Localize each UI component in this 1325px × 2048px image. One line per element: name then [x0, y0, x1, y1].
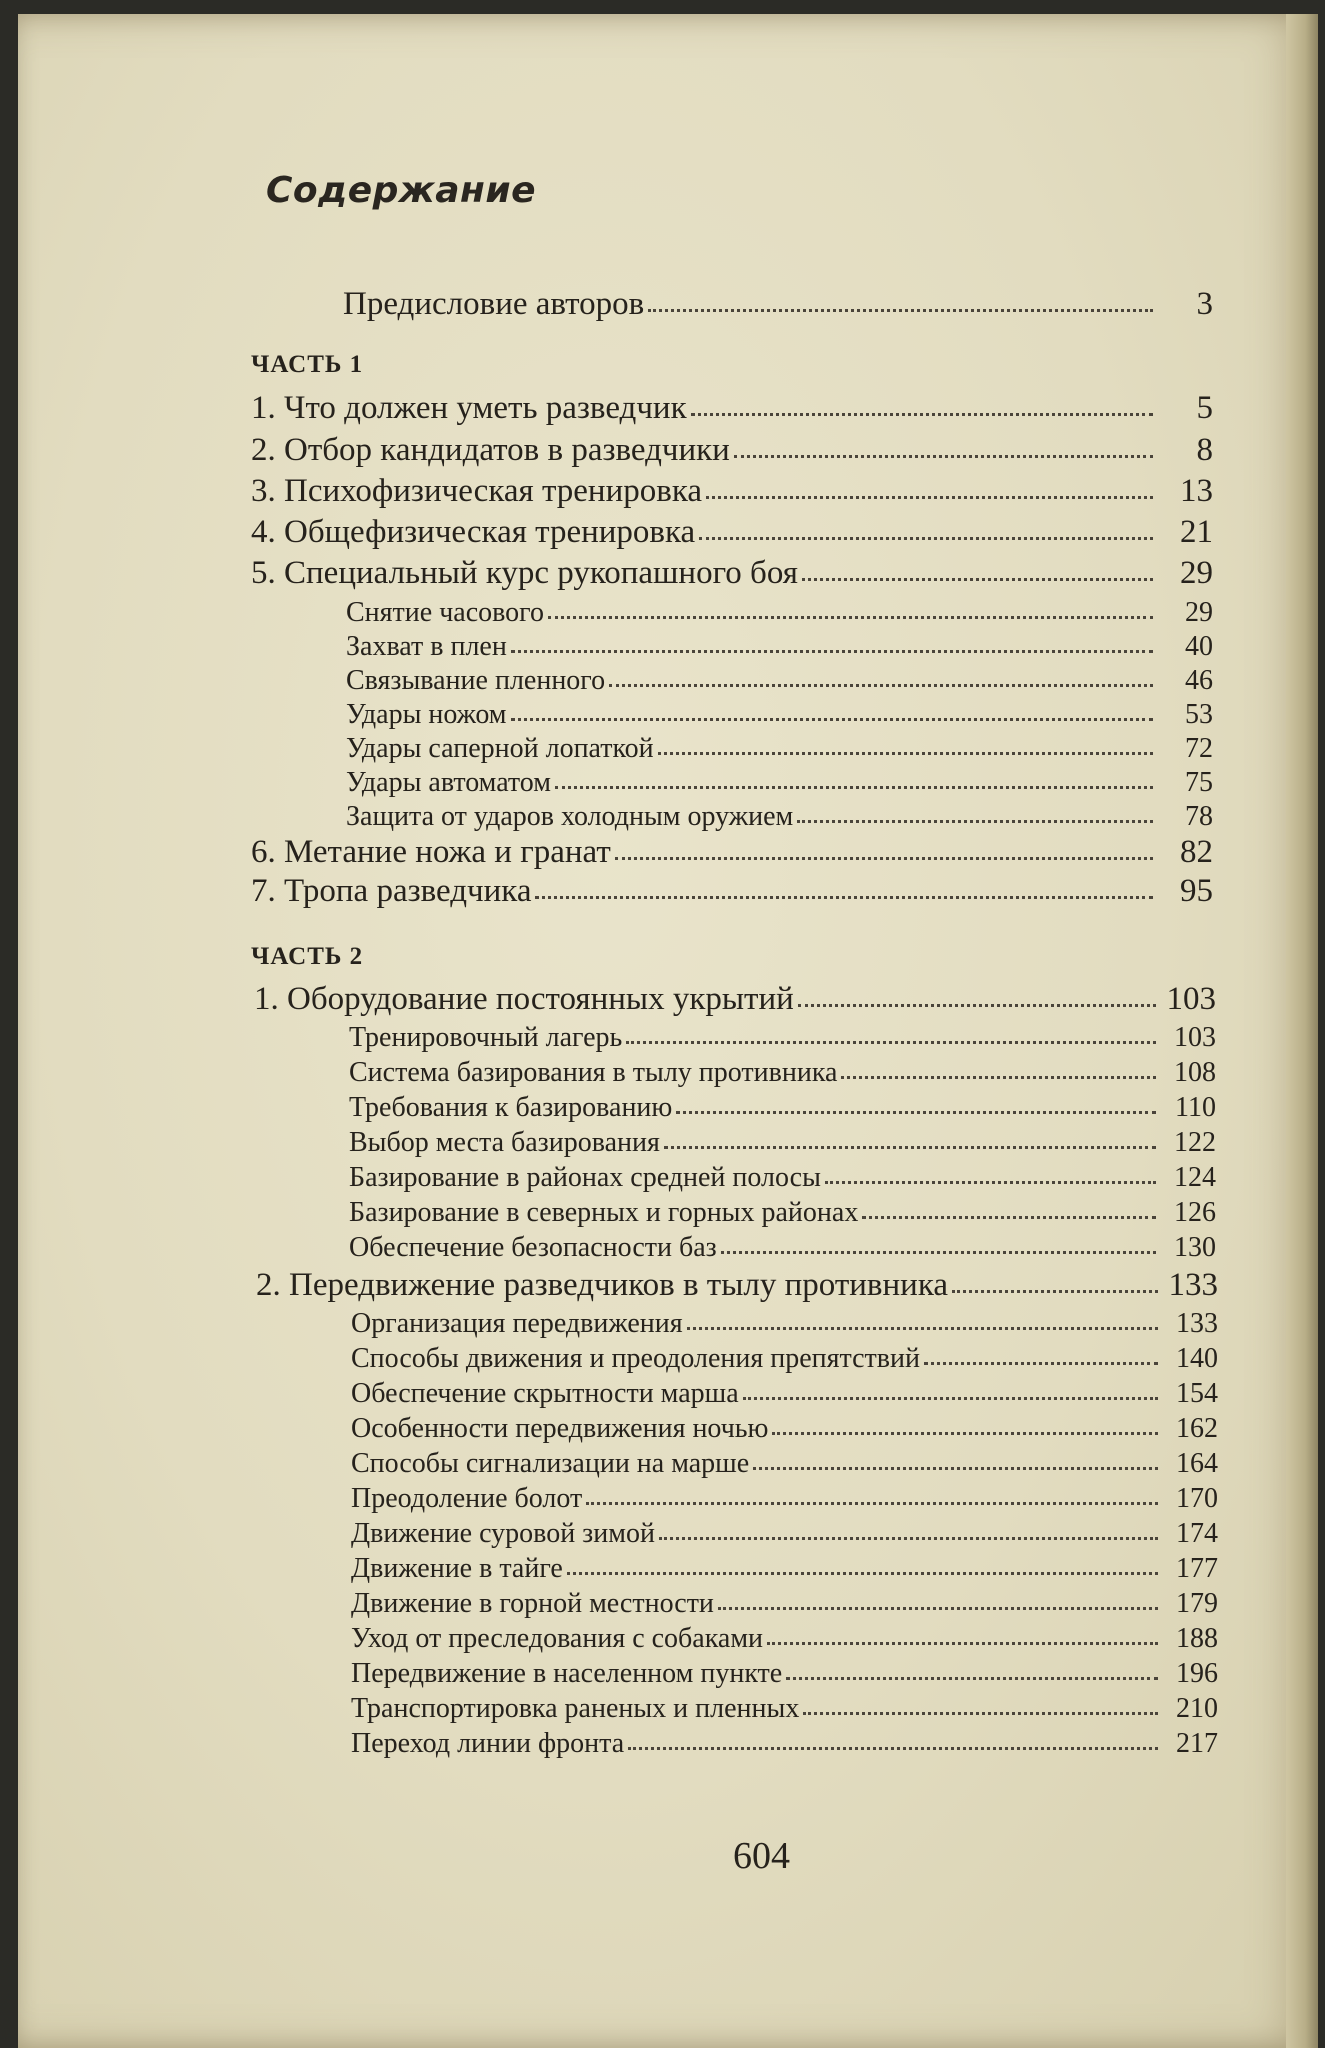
toc-subentry	[346, 701, 1213, 729]
toc-subentry	[349, 1199, 1216, 1227]
toc-subentry	[349, 1164, 1216, 1192]
toc-entry-label: Преодоление болот	[351, 1483, 583, 1514]
leader-dots	[753, 1467, 1158, 1470]
toc-entry-label: Предисловие авторов	[343, 286, 645, 322]
toc-entry-page: 78	[1185, 801, 1213, 832]
toc-entry-page: 126	[1174, 1197, 1216, 1228]
toc-entry-page: 124	[1174, 1162, 1216, 1193]
toc-entry-label: 2. Отбор кандидатов в разведчики	[251, 432, 730, 468]
toc-entry-page: 72	[1185, 733, 1213, 764]
leader-dots	[511, 650, 1153, 653]
toc-entry-label: Выбор места базирования	[349, 1127, 660, 1158]
toc-subentry	[346, 633, 1213, 661]
toc-subentry	[349, 1024, 1216, 1052]
toc-entry-page: 29	[1180, 555, 1213, 591]
toc-subentry	[346, 769, 1213, 797]
toc-subentry	[351, 1625, 1218, 1653]
toc-entry-page: 210	[1176, 1693, 1218, 1724]
leader-dots	[721, 1251, 1156, 1254]
toc-entry-label: Базирование в районах средней полосы	[349, 1162, 821, 1193]
toc-subentry	[351, 1730, 1218, 1758]
toc-entry-page: 13	[1180, 473, 1213, 509]
toc-entry-label: Движение суровой зимой	[351, 1518, 655, 1549]
toc-entry-label: Транспортировка раненых и пленных	[351, 1693, 800, 1724]
table-of-contents	[18, 14, 1318, 2048]
part-heading-1: ЧАСТЬ 1	[251, 351, 364, 378]
toc-entry-label: Удары саперной лопаткой	[346, 733, 654, 764]
toc-entry-page: 53	[1185, 699, 1213, 730]
leader-dots	[511, 718, 1153, 721]
toc-entry-preface	[343, 288, 1213, 321]
toc-subentry	[351, 1310, 1218, 1338]
toc-entry-label: Удары автоматом	[346, 767, 551, 798]
toc-entry-page: 179	[1176, 1588, 1218, 1619]
toc-entry-page: 170	[1176, 1483, 1218, 1514]
toc-entry-page: 196	[1176, 1658, 1218, 1689]
toc-entry-label: Снятие часового	[346, 597, 544, 628]
toc-entry-page: 46	[1185, 665, 1213, 696]
book-page	[18, 14, 1318, 2048]
leader-dots	[772, 1432, 1158, 1435]
leader-dots	[924, 1362, 1158, 1365]
toc-entry-page: 29	[1185, 597, 1213, 628]
leader-dots	[658, 752, 1153, 755]
toc-entry-label: 2. Передвижение разведчиков в тылу противника	[256, 1267, 949, 1303]
toc-subentry	[349, 1129, 1216, 1157]
leader-dots	[691, 413, 1153, 416]
leader-dots	[664, 1146, 1156, 1149]
toc-entry-page: 3	[1196, 286, 1213, 322]
toc-entry-page: 164	[1176, 1448, 1218, 1479]
toc-entry-page: 133	[1176, 1308, 1218, 1339]
toc-entry	[256, 1269, 1218, 1302]
toc-subentry	[351, 1695, 1218, 1723]
toc-entry-label: Тренировочный лагерь	[349, 1022, 623, 1053]
leader-dots	[734, 455, 1153, 458]
toc-subentry	[351, 1450, 1218, 1478]
toc-entry-label: Удары ножом	[346, 699, 507, 730]
toc-entry-label: Особенности передвижения ночью	[351, 1413, 769, 1444]
toc-entry-label: Связывание пленного	[346, 665, 606, 696]
toc-entry	[251, 434, 1213, 467]
toc-entry-page: 5	[1196, 390, 1213, 426]
toc-subentry	[351, 1380, 1218, 1408]
leader-dots	[786, 1677, 1158, 1680]
leader-dots	[862, 1216, 1156, 1219]
part-heading-2: ЧАСТЬ 2	[251, 943, 364, 970]
toc-entry-page: 75	[1185, 767, 1213, 798]
toc-entry-page: 154	[1176, 1378, 1218, 1409]
leader-dots	[825, 1181, 1156, 1184]
toc-entry-label: Обеспечение безопасности баз	[349, 1232, 717, 1263]
toc-entry-page: 108	[1174, 1057, 1216, 1088]
toc-subentry	[351, 1555, 1218, 1583]
toc-subentry	[351, 1485, 1218, 1513]
toc-entry-label: Способы движения и преодоления препятствий	[351, 1343, 920, 1374]
toc-subentry	[346, 803, 1213, 831]
toc-entry	[251, 875, 1213, 908]
leader-dots	[797, 820, 1153, 823]
toc-subentry	[351, 1520, 1218, 1548]
toc-entry-page: 140	[1176, 1343, 1218, 1374]
leader-dots	[743, 1397, 1158, 1400]
toc-entry-page: 103	[1174, 1022, 1216, 1053]
toc-entry-label: Защита от ударов холодным оружием	[346, 801, 794, 832]
page-title: Содержание	[266, 170, 537, 211]
toc-entry-label: 3. Психофизическая тренировка	[251, 473, 702, 509]
leader-dots	[952, 1290, 1158, 1293]
toc-subentry	[349, 1059, 1216, 1087]
toc-entry-label: 1. Оборудование постоянных укрытий	[254, 981, 794, 1017]
toc-entry-label: Организация передвижения	[351, 1308, 683, 1339]
toc-entry	[251, 392, 1213, 425]
toc-entry-page: 130	[1174, 1232, 1216, 1263]
toc-entry-label: Уход от преследования с собаками	[351, 1623, 764, 1654]
leader-dots	[699, 537, 1153, 540]
leader-dots	[628, 1747, 1158, 1750]
toc-entry-label: Захват в плен	[346, 631, 507, 662]
toc-subentry	[349, 1094, 1216, 1122]
toc-subentry	[346, 667, 1213, 695]
toc-entry-label: Переход линии фронта	[351, 1728, 625, 1759]
toc-subentry	[346, 735, 1213, 763]
leader-dots	[798, 1004, 1156, 1007]
toc-entry-label: Базирование в северных и горных районах	[349, 1197, 859, 1228]
toc-entry-label: 1. Что должен уметь разведчик	[251, 390, 687, 426]
leader-dots	[676, 1111, 1156, 1114]
leader-dots	[648, 309, 1153, 312]
toc-entry-label: Движение в горной местности	[351, 1588, 714, 1619]
leader-dots	[609, 684, 1153, 687]
toc-entry-page: 122	[1174, 1127, 1216, 1158]
toc-entry-page: 8	[1196, 432, 1213, 468]
toc-subentry	[351, 1660, 1218, 1688]
toc-entry-label: Система базирования в тылу противника	[349, 1057, 838, 1088]
toc-entry	[251, 475, 1213, 508]
toc-entry	[251, 557, 1213, 590]
toc-subentry	[346, 599, 1213, 627]
toc-entry-label: 7. Тропа разведчика	[251, 873, 532, 909]
toc-entry-page: 162	[1176, 1413, 1218, 1444]
toc-entry	[251, 516, 1213, 549]
toc-entry-label: 6. Метание ножа и гранат	[251, 834, 611, 870]
toc-entry-page: 40	[1185, 631, 1213, 662]
toc-entry-label: Способы сигнализации на марше	[351, 1448, 750, 1479]
toc-subentry	[351, 1415, 1218, 1443]
leader-dots	[535, 896, 1153, 899]
leader-dots	[687, 1327, 1158, 1330]
leader-dots	[567, 1572, 1158, 1575]
leader-dots	[548, 616, 1153, 619]
toc-entry-page: 133	[1168, 1267, 1218, 1303]
page-number: 604	[733, 1835, 790, 1877]
toc-entry-label: 5. Специальный курс рукопашного боя	[251, 555, 798, 591]
toc-entry-page: 110	[1175, 1092, 1216, 1123]
toc-entry-page: 21	[1180, 514, 1213, 550]
toc-entry-label: Обеспечение скрытности марша	[351, 1378, 739, 1409]
leader-dots	[718, 1607, 1158, 1610]
toc-entry-label: Движение в тайге	[351, 1553, 563, 1584]
leader-dots	[615, 857, 1153, 860]
toc-entry-label: Передвижение в населенном пункте	[351, 1658, 783, 1689]
toc-entry-page: 217	[1176, 1728, 1218, 1759]
toc-entry-page: 95	[1180, 873, 1213, 909]
leader-dots	[555, 786, 1153, 789]
toc-entry-page: 82	[1180, 834, 1213, 870]
leader-dots	[586, 1502, 1158, 1505]
leader-dots	[626, 1041, 1156, 1044]
leader-dots	[841, 1076, 1156, 1079]
leader-dots	[803, 1712, 1158, 1715]
leader-dots	[802, 578, 1153, 581]
toc-subentry	[349, 1234, 1216, 1262]
toc-entry-page: 177	[1176, 1553, 1218, 1584]
leader-dots	[767, 1642, 1158, 1645]
toc-entry	[251, 836, 1213, 869]
leader-dots	[706, 496, 1153, 499]
toc-entry-page: 103	[1166, 981, 1216, 1017]
toc-entry-label: Требования к базированию	[349, 1092, 673, 1123]
toc-subentry	[351, 1590, 1218, 1618]
toc-entry-page: 188	[1176, 1623, 1218, 1654]
toc-entry-page: 174	[1176, 1518, 1218, 1549]
toc-entry-label: 4. Общефизическая тренировка	[251, 514, 696, 550]
toc-entry	[254, 983, 1216, 1016]
leader-dots	[659, 1537, 1158, 1540]
toc-subentry	[351, 1345, 1218, 1373]
